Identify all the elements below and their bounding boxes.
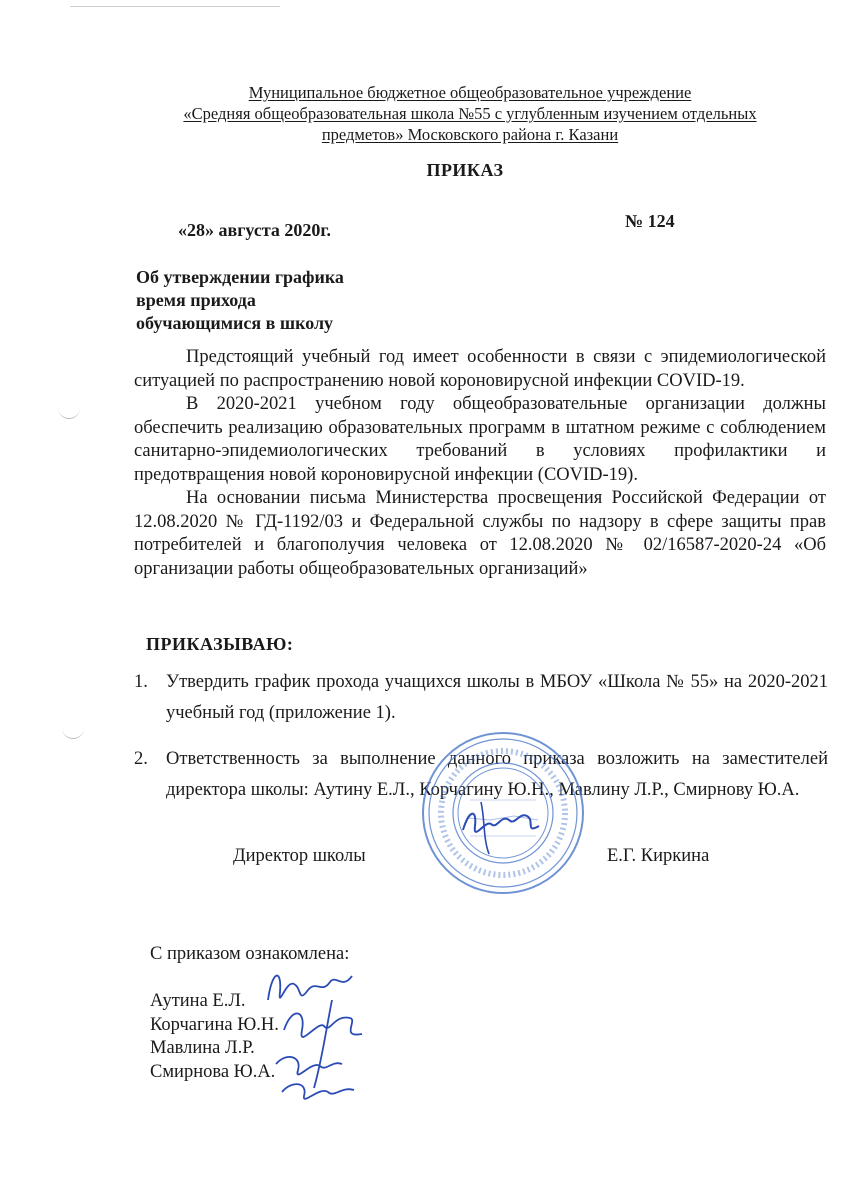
signatory-name: Е.Г. Киркина [607, 846, 710, 866]
body-paragraph-1: Предстоящий учебный год имеет особенности в связи с эпидемиологической ситуацией по распространению новой короновирусной инфекции COVID-19. [134, 347, 826, 391]
acknowledgement-title: С приказом ознакомлена: [150, 944, 350, 964]
org-line-1: Муниципальное бюджетное общеобразовательное учреждение [248, 83, 692, 102]
body-paragraph-2: В 2020-2021 учебном году общеобразовательные организации должны обеспечить реализацию образовательных программ в штатном режиме с соблюдением санитарно-эпидемиологических требований в условиях профилактики и предотвращения новой короновирусной инфекции (COVID-19). [134, 394, 826, 485]
director-signature [455, 790, 550, 860]
ack-name-2: Корчагина Ю.Н. [150, 1014, 279, 1035]
scan-edge-line [70, 6, 280, 7]
order-item-text: Ответственность за выполнение данного приказа возложить на заместителей директора школы: Аутину Е.Л., Корчагину Ю.Н., Мавлину Л.Р., Смирнову Ю.А. [166, 749, 828, 800]
order-item-number: 1. [134, 672, 148, 692]
subject-line-1: Об утверждении графика [136, 267, 344, 287]
acknowledgement-names [150, 990, 279, 1084]
org-line-2: «Средняя общеобразовательная школа №55 с углубленным изучением отдельных [183, 104, 757, 123]
org-line-3: предметов» Московского района г. Казани [321, 125, 619, 144]
subject-line-2: время прихода [136, 290, 256, 310]
order-heading: ПРИКАЗЫВАЮ: [146, 634, 294, 654]
organization-header [150, 82, 790, 145]
body-paragraph-3: На основании письма Министерства просвещения Российской Федерации от 12.08.2020 № ГД-1192/03 и Федеральной службы по надзору в сфере защиты прав потребителей и благополучия человека от 12.08.2020 № 02/16587-2020-24 «Об организации работы общеобразовательных организаций» [134, 488, 826, 579]
order-item-text: Утвердить график прохода учащихся школы в МБОУ «Школа № 55» на 2020-2021 учебный год (приложение 1). [166, 672, 828, 723]
ack-name-1: Аутина Е.Л. [150, 991, 246, 1011]
document-date: «28» августа 2020г. [178, 220, 332, 240]
subject-line-3: обучающимися в школу [136, 313, 334, 333]
punch-hole-mark [58, 408, 80, 419]
punch-hole-mark [62, 728, 84, 739]
document-number: № 124 [625, 211, 675, 231]
ack-name-4: Смирнова Ю.А. [150, 1061, 276, 1082]
ack-name-3: Мавлина Л.Р. [150, 1038, 255, 1058]
document-body [134, 346, 826, 581]
signatory-role: Директор школы [233, 846, 366, 866]
document-title: ПРИКАЗ [426, 160, 504, 180]
order-item [134, 667, 828, 729]
document-subject [136, 266, 344, 335]
acknowledgement-signatures [262, 960, 372, 1110]
order-item-number: 2. [134, 749, 148, 769]
